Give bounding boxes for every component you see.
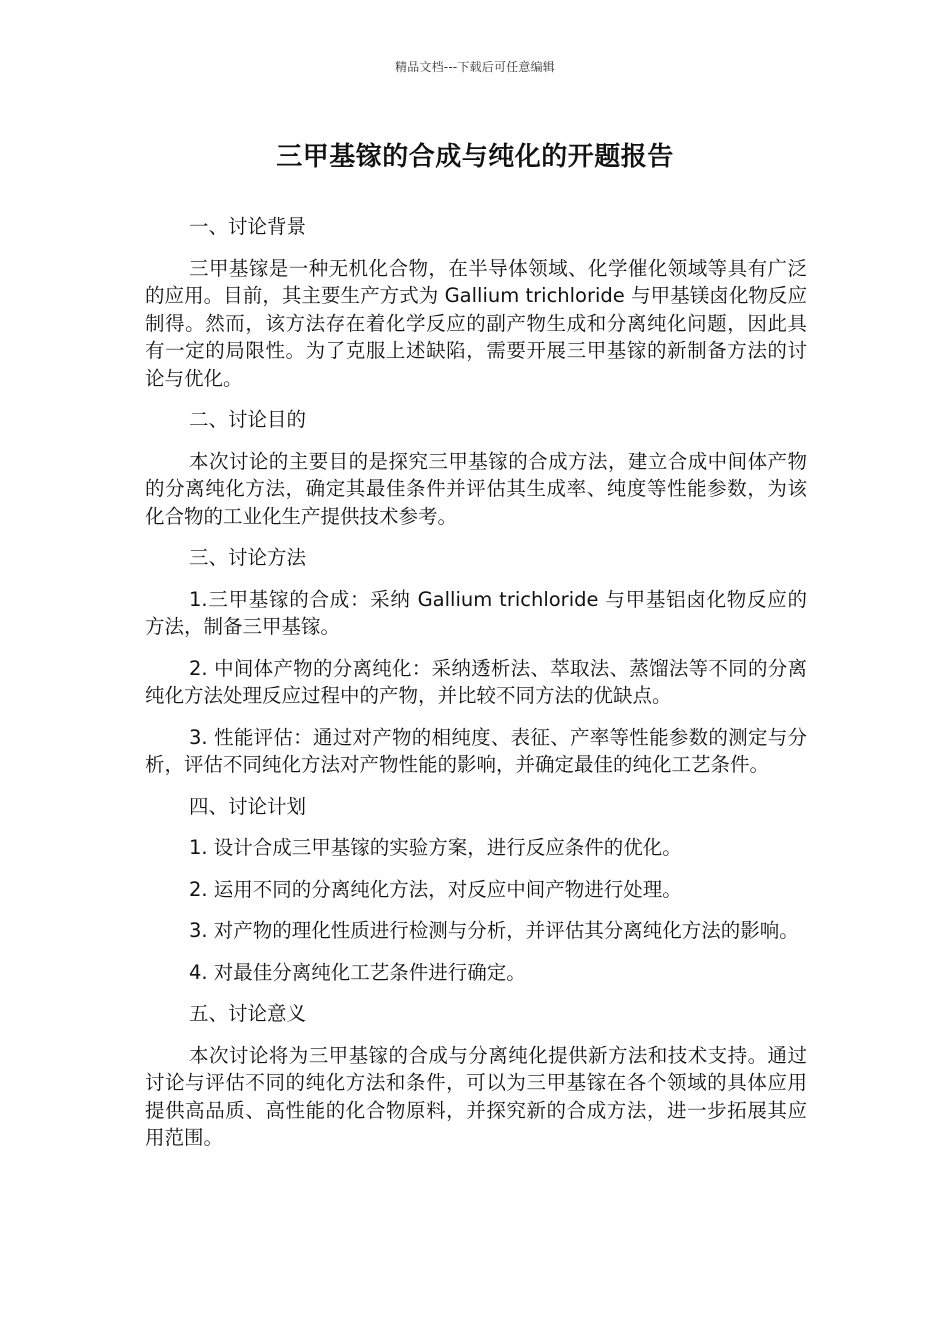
list-item: 4. 对最佳分离纯化工艺条件进行确定。 [189,960,526,984]
paragraph: 本次讨论将为三甲基镓的合成与分离纯化提供新方法和技术支持。通过讨论与评估不同的纯化方法和条件，可以为三甲基镓在各个领域的具体应用提供高品质、高性能的化合物原料，并探究新的合成方法，进一步拓展其应用范围。 [145,1043,807,1149]
section-background [145,213,807,392]
document-title: 三甲基镓的合成与纯化的开题报告 [276,142,674,172]
section-purpose [145,406,807,530]
section-significance [145,1000,807,1152]
list-item: 3. 性能评估：通过对产物的相纯度、表征、产率等性能参数的测定与分析，评估不同纯化方法对产物性能的影响，并确定最佳的纯化工艺条件。 [145,725,807,776]
paragraph: 三甲基镓是一种无机化合物，在半导体领域、化学催化领域等具有广泛的应用。目前，其主要生产方式为 Gallium trichloride 与甲基镁卤化物反应制得。然而，该方法存在着化学反应的副产物生成和分离纯化问题，因此具有一定的局限性。为了克服上述缺陷，需要开展三甲基镓的新制备方法的讨论与优化。 [145,256,807,390]
page-header: 精品文档---下载后可任意编辑 [395,60,555,74]
list-item: 1.三甲基镓的合成：采纳 Gallium trichloride 与甲基铝卤化物反应的方法，制备三甲基镓。 [145,587,807,638]
section-method [145,544,807,779]
paragraph: 本次讨论的主要目的是探究三甲基镓的合成方法，建立合成中间体产物的分离纯化方法，确定其最佳条件并评估其生成率、纯度等性能参数，为该化合物的工业化生产提供技术参考。 [145,449,807,528]
section-heading: 四、讨论计划 [189,794,307,818]
list-item: 3. 对产物的理化性质进行检测与分析，并评估其分离纯化方法的影响。 [189,919,799,942]
section-heading: 五、讨论意义 [189,1002,307,1025]
section-heading: 三、讨论方法 [189,546,307,569]
section-heading: 二、讨论目的 [189,408,307,431]
section-plan [145,793,807,987]
list-item: 2. 中间体产物的分离纯化：采纳透析法、萃取法、蒸馏法等不同的分离纯化方法处理反应过程中的产物，并比较不同方法的优缺点。 [145,656,807,707]
list-item: 1. 设计合成三甲基镓的实验方案，进行反应条件的优化。 [189,836,682,859]
document-body [145,213,807,1166]
section-heading: 一、讨论背景 [189,215,307,238]
list-item: 2. 运用不同的分离纯化方法，对反应中间产物进行处理。 [189,877,682,901]
